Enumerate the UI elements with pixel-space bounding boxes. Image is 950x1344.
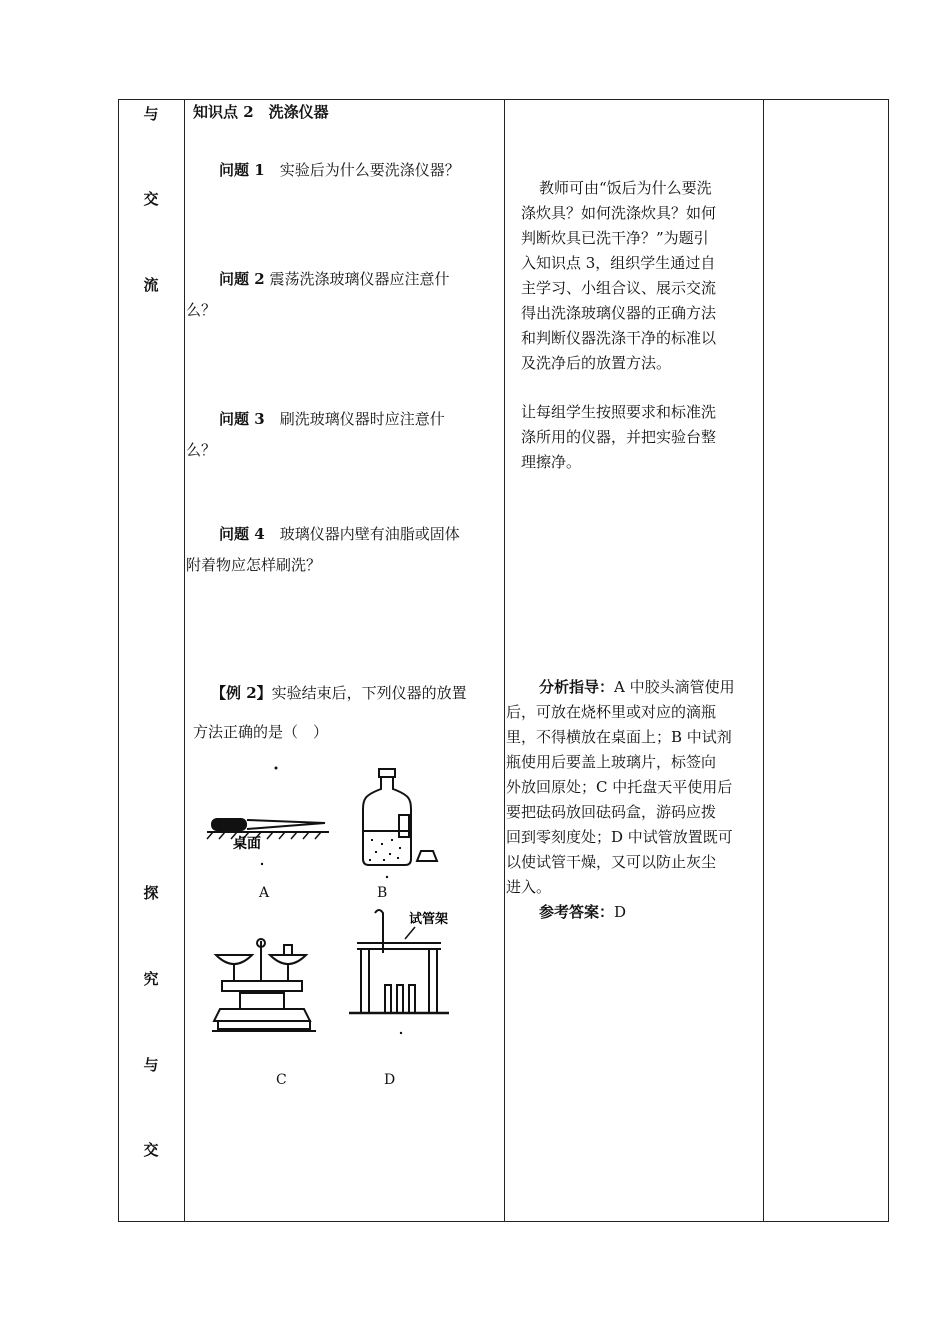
side-char-1: 与 [143,105,159,123]
figure-a-dropper-on-desk [205,760,335,880]
question-3-text-line1: 刷洗玻璃仪器时应注意什 [279,410,445,428]
analysis-line: 回到零刻度处；D 中试管放置既可 [506,828,733,846]
side-char-7: 交 [143,1141,159,1159]
analysis-line: 后，可放在烧杯里或对应的滴瓶 [506,703,717,721]
analysis-block [506,675,735,925]
analysis-line: 外放回原处；C 中托盘天平使用后 [506,778,733,796]
teacher-notes-line: 和判断仪器洗涤干净的标准以 [521,329,717,347]
answer-label: 参考答案： [539,903,615,921]
figure-c-weight [284,945,292,955]
figure-c-left-pan [216,955,252,964]
answer-line [506,900,735,925]
figure-b-reagent-bottle [355,765,445,880]
question-2 [219,267,449,292]
teacher-notes-line: 判断炊具已洗干净？”为题引 [521,229,709,247]
example-line-2: 方法正确的是（ ） [193,723,329,741]
figure-c-balance [210,935,320,1045]
analysis-line: 里，不得横放在桌面上；B 中试剂 [506,728,732,746]
figure-d-mark [400,1032,402,1034]
question-4-text-line1: 玻璃仪器内壁有油脂或固体 [279,525,460,543]
figure-b-bottle-body [363,777,411,865]
side-char-2: 交 [143,190,159,208]
question-1-label: 问题 1 [219,161,265,179]
figure-d-rack-label: 试管架 [409,912,449,927]
option-a-label: A [259,885,270,901]
section-title: 知识点 2 洗涤仪器 [193,103,329,121]
analysis-line: 以使试管干燥，又可以防止灰尘 [506,853,717,871]
figure-c-right-pan [270,955,306,964]
question-1 [219,158,460,183]
question-2-text-line1: 震荡洗涤玻璃仪器应注意什 [269,270,450,288]
question-4-label: 问题 4 [219,525,265,543]
analysis-first-line [506,675,735,700]
side-char-5: 究 [143,970,159,988]
figure-b-stopper [417,851,437,861]
analysis-label: 分析指导： [539,678,615,696]
teacher-notes-para2 [521,400,716,475]
column-divider-2 [504,99,505,1222]
analysis-line: 瓶使用后要盖上玻璃片，标签向 [506,753,717,771]
figure-c-base-bottom [218,1021,310,1029]
figure-a-rubber-bulb [211,818,247,831]
figure-a-mark-2 [261,863,263,865]
question-3 [219,407,445,432]
question-4-text-line2: 附着物应怎样刷洗？ [186,556,322,574]
teacher-notes-line: 主学习、小组合议、展示交流 [521,279,717,297]
figure-a-glass-tube [247,820,325,829]
question-4 [219,522,460,547]
example-text-1: 实验结束后，下列仪器的放置 [271,684,467,702]
teacher-notes-line: 入知识点 3，组织学生通过自 [521,254,716,272]
question-1-text: 实验后为什么要洗涤仪器？ [279,161,460,179]
column-divider-3 [763,99,764,1222]
teacher-notes-line: 得出洗涤玻璃仪器的正确方法 [521,304,717,322]
teacher-notes-line: 理擦净。 [521,453,582,471]
figure-b-mark [386,876,388,878]
example-line-1 [211,681,467,706]
answer-value: D [614,903,627,921]
teacher-notes-para1 [521,176,716,376]
side-char-6: 与 [143,1056,159,1074]
teacher-notes-line: 涤炊具？如何洗涤炊具？如何 [521,204,717,222]
figure-c-base-top [214,1009,310,1021]
side-char-3: 流 [143,276,159,294]
analysis-first-text: A 中胶头滴管使用 [614,678,735,696]
figure-b-label [399,815,409,837]
question-3-text-line2: 么？ [186,441,217,459]
teacher-notes-line: 及洗净后的放置方法。 [521,354,672,372]
figure-d-pegs [385,985,415,1013]
figure-a-desk-label: 桌面 [233,836,261,852]
figure-c-beam-box [222,981,302,991]
teacher-notes-line: 让每组学生按照要求和标准洗 [521,403,717,421]
teacher-notes-line: 教师可由“饭后为什么要洗 [539,179,712,197]
analysis-line: 进入。 [506,878,552,896]
analysis-line: 要把砝码放回砝码盒，游码应拨 [506,803,717,821]
figure-d-label-pointer [405,927,415,939]
figure-d-test-tube-rack [345,905,455,1040]
question-2-text-line2: 么？ [186,301,217,319]
question-3-label: 问题 3 [219,410,265,428]
option-b-label: B [377,885,388,901]
column-divider-1 [184,99,185,1222]
option-d-label: D [384,1072,396,1088]
option-c-label: C [276,1072,287,1088]
figure-d-inverted-tube [375,910,383,953]
example-label: 【例 2】 [211,684,272,702]
figure-b-liquid-dots [369,839,401,861]
question-2-label: 问题 2 [219,270,265,288]
figure-a-desk-hatching [207,832,321,839]
figure-c-scale-body [240,993,284,1009]
side-char-4: 探 [143,884,159,902]
table-right-border [888,99,889,1222]
figure-a-mark [275,767,278,770]
teacher-notes-line: 涤所用的仪器，并把实验台整 [521,428,717,446]
figure-b-bottle-neck-top [379,769,395,777]
